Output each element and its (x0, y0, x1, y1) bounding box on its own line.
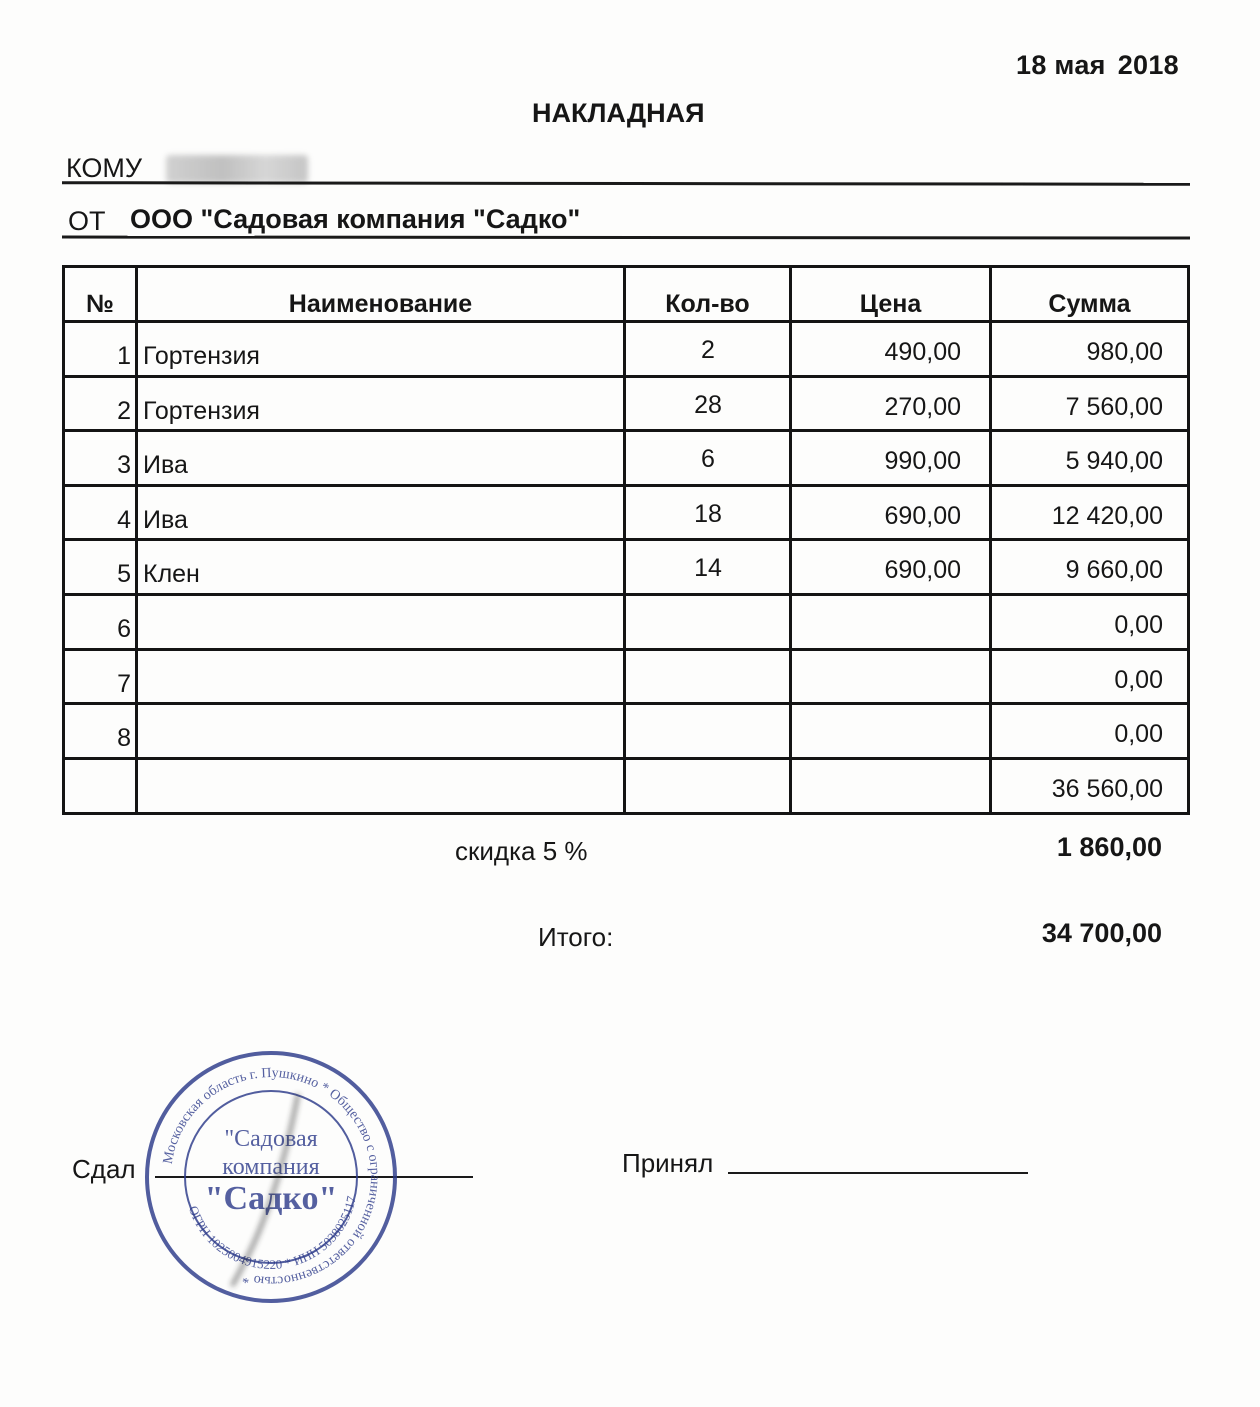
table-row-divider (65, 429, 1187, 432)
row-number: 2 (117, 396, 131, 425)
gave-label: Сдал (72, 1154, 136, 1184)
received-signature-line (728, 1172, 1028, 1174)
row-qty: 6 (701, 445, 715, 474)
row-qty: 28 (694, 390, 722, 419)
table-row-divider (65, 702, 1187, 705)
total-label: Итого: (538, 922, 614, 952)
row-name: Клен (143, 560, 200, 589)
stamp-center-line2: компания (222, 1154, 320, 1180)
row-sum: 0,00 (1114, 665, 1163, 694)
header-num: № (86, 290, 114, 318)
row-qty: 18 (694, 499, 722, 528)
table-row-divider (65, 648, 1187, 651)
table-row-divider (65, 593, 1187, 596)
stamp-center-line1: "Садовая (224, 1126, 318, 1152)
total-value: 34 700,00 (1041, 918, 1162, 948)
header-name: Наименование (288, 290, 473, 318)
header-price: Цена (859, 290, 922, 318)
row-number: 3 (117, 451, 131, 480)
table-row-divider (65, 538, 1187, 541)
row-sum: 0,00 (1114, 720, 1163, 749)
row-sum: 12 420,00 (1051, 501, 1163, 530)
stamp-ring-text: Московская область г. Пушкино * Общество с ограниченной ответственностью * (160, 1065, 383, 1289)
row-number: 4 (117, 505, 131, 534)
items-table (62, 265, 1190, 815)
row-number: 8 (117, 724, 131, 753)
row-sum: 5 940,00 (1065, 447, 1163, 476)
row-number: 1 (117, 342, 131, 370)
row-price: 990,00 (884, 447, 961, 476)
discount-value: 1 860,00 (1056, 832, 1162, 862)
stamp-center-line3: "Садко" (204, 1180, 338, 1217)
row-number: 5 (117, 560, 131, 589)
table-row-divider (65, 320, 1187, 323)
date-day-month: 18 мая (1016, 50, 1106, 80)
row-name: Гортензия (143, 396, 260, 425)
recipient-label: КОМУ (66, 153, 143, 183)
stamp-bottom-text: ОГРН 1025004915220 * ИНН 5038025117 (185, 1194, 359, 1272)
recipient-underline (62, 181, 1190, 186)
row-name: Ива (143, 505, 188, 534)
row-price: 690,00 (884, 501, 961, 530)
date-year: 2018 (1117, 50, 1179, 80)
discount-label: скидка 5 % (455, 836, 588, 866)
row-number: 7 (117, 669, 131, 698)
row-sum: 980,00 (1086, 338, 1163, 366)
row-name: Гортензия (143, 342, 260, 370)
table-row-divider (65, 484, 1187, 487)
document-title: НАКЛАДНАЯ (532, 98, 705, 128)
table-row-divider (65, 757, 1187, 760)
sender-underline (62, 236, 1190, 240)
company-stamp (140, 1046, 402, 1308)
header-qty: Кол-во (665, 290, 750, 318)
row-qty: 14 (694, 554, 722, 583)
row-number: 6 (117, 615, 131, 643)
row-price: 270,00 (884, 392, 961, 421)
recipient-redacted (166, 155, 308, 183)
sender-name: ООО "Садовая компания "Садко" (130, 204, 581, 234)
document-date (1016, 50, 1179, 81)
row-sum: 7 560,00 (1065, 392, 1163, 421)
header-sum: Сумма (1048, 290, 1131, 318)
row-qty: 2 (701, 336, 715, 364)
received-label: Принял (622, 1148, 714, 1178)
sender-label: ОТ (68, 206, 106, 236)
row-price: 490,00 (884, 338, 961, 366)
row-sum: 9 660,00 (1065, 556, 1163, 585)
row-name: Ива (143, 451, 188, 480)
subtotal-value: 36 560,00 (1051, 774, 1163, 803)
row-sum: 0,00 (1114, 611, 1163, 639)
table-row-divider (65, 375, 1187, 378)
row-price: 690,00 (884, 556, 961, 585)
